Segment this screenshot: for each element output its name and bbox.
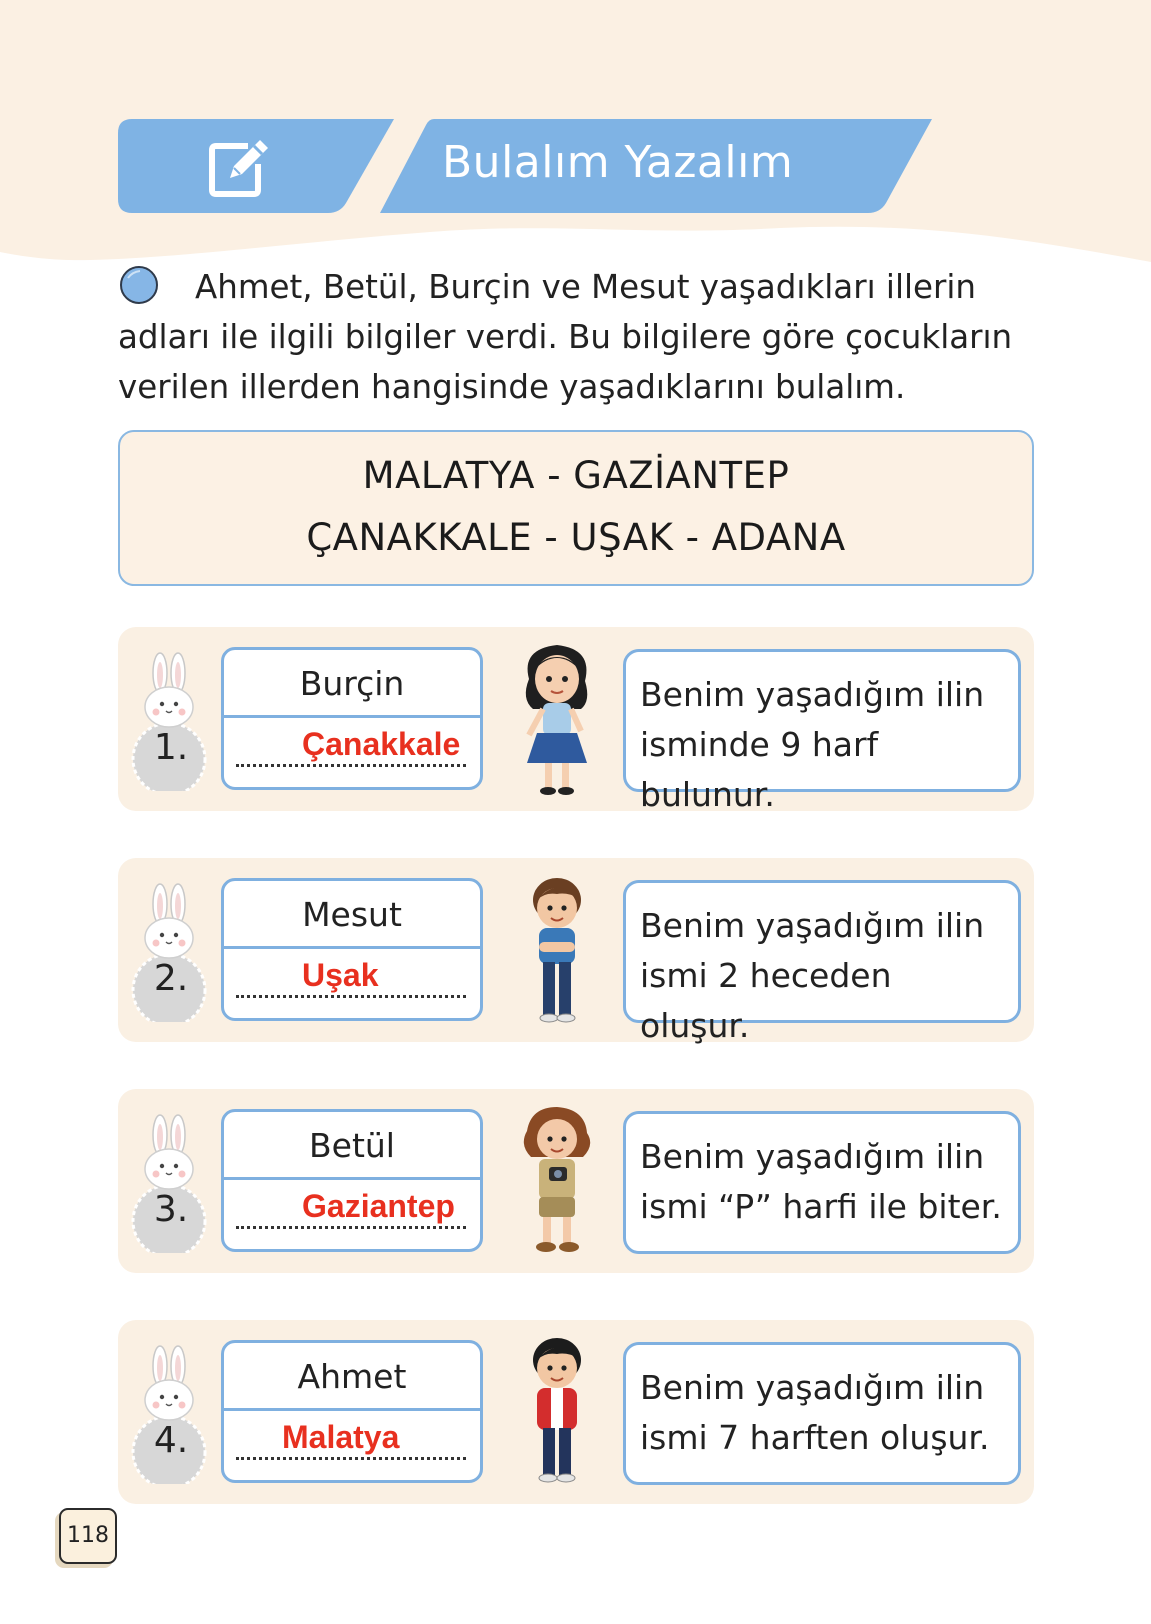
name-card [221,647,483,790]
item-number: 4. [153,1420,189,1461]
clue-card: Benim yaşadığım ilin isminde 9 harf bulunur. [623,649,1021,792]
name-card [221,1109,483,1252]
bunny-icon [126,651,212,791]
question-row-2 [118,858,1034,1045]
clue-card: Benim yaşadığım ilin ismi 7 harften oluşur. [623,1342,1021,1485]
bunny-icon [126,1344,212,1484]
child-name: Mesut [224,881,480,949]
page-number: 118 [59,1508,117,1564]
girl-blue-dress-icon [511,639,603,801]
page-title: Bulalım Yazalım [442,137,794,188]
answer-text[interactable]: Gaziantep [302,1188,455,1224]
child-name: Betül [224,1112,480,1180]
girl-with-camera-icon [511,1101,603,1263]
boy-arms-crossed-icon [511,870,603,1032]
edit-pencil-icon [208,134,272,198]
item-number: 1. [153,727,189,768]
answer-dotted-line [236,993,466,998]
clue-card: Benim yaşadığım ilin ismi 2 heceden oluşur. [623,880,1021,1023]
child-name: Burçin [224,650,480,718]
name-card [221,878,483,1021]
question-row-1 [118,627,1034,814]
bunny-icon [126,882,212,1022]
bunny-icon [126,1113,212,1253]
item-number: 3. [153,1189,189,1230]
province-line-1: MALATYA - GAZİANTEP [362,454,790,497]
answer-text[interactable]: Malatya [282,1419,400,1455]
name-card [221,1340,483,1483]
item-number: 2. [153,958,189,999]
answer-text[interactable]: Uşak [302,957,379,993]
clue-card: Benim yaşadığım ilin ismi “P” harfi ile biter. [623,1111,1021,1254]
province-line-2: ÇANAKKALE - UŞAK - ADANA [306,516,846,559]
answer-dotted-line [236,1455,466,1460]
answer-text[interactable]: Çanakkale [302,726,461,762]
instruction-text: Ahmet, Betül, Burçin ve Mesut yaşadıkları illerin adları ile ilgili bilgiler verdi. Bu bilgilere göre çocukların verilen illerden hangisinde yaşadıklarını bulalım. [118,268,1013,406]
boy-red-jacket-icon [511,1332,603,1494]
question-row-4 [118,1320,1034,1504]
province-list-box [118,430,1034,586]
answer-dotted-line [236,762,466,767]
answer-dotted-line [236,1224,466,1229]
child-name: Ahmet [224,1343,480,1411]
question-row-3 [118,1089,1034,1273]
